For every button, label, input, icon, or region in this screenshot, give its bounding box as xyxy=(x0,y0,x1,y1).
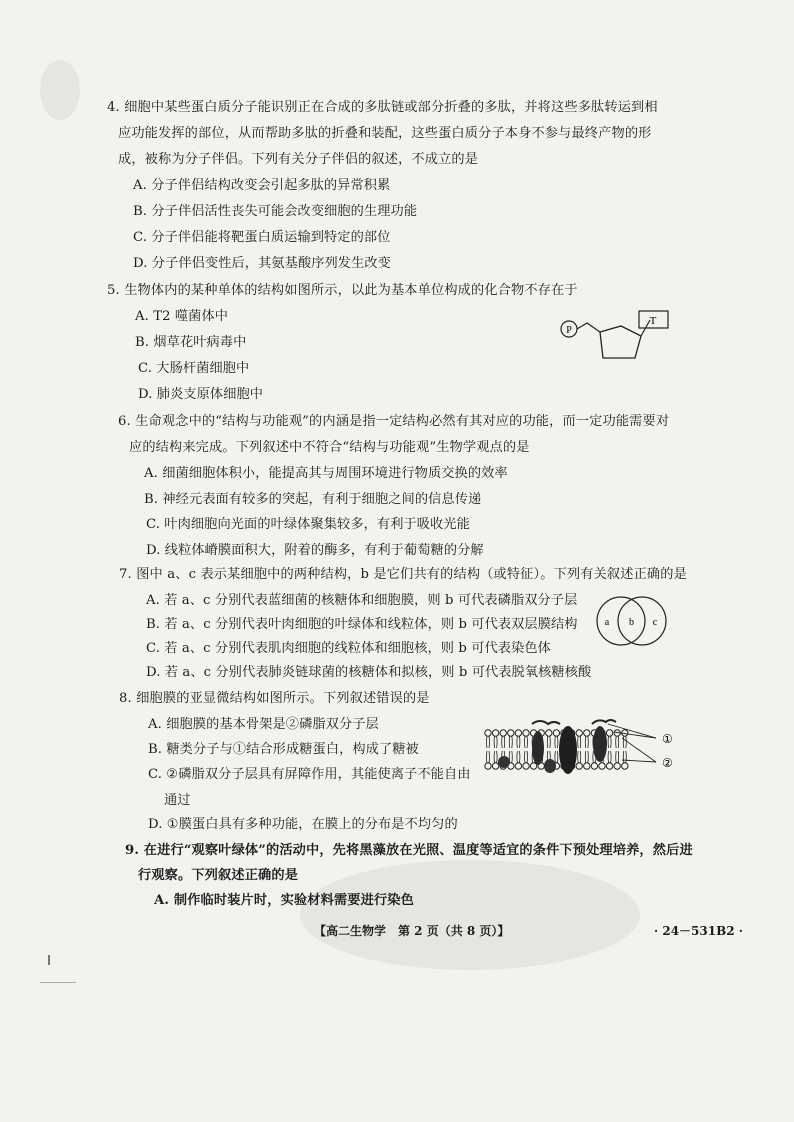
phospholipid-tail xyxy=(547,736,550,748)
label-2: ② xyxy=(662,756,673,770)
venn-label-c: c xyxy=(652,617,658,628)
phospholipid-head xyxy=(584,763,590,769)
page-footer-code: · 24－531B2 · xyxy=(654,924,743,938)
q5-option-b: B. 烟草花叶病毒中 xyxy=(135,335,247,350)
q9-stem-line: 9. 在进行“观察叶绿体”的活动中，先将黑藻放在光照、温度等适宜的条件下预处理培养，然后进 xyxy=(125,843,693,858)
phospholipid-tail xyxy=(502,736,505,748)
phospholipid-tail xyxy=(585,751,588,763)
q5-option-d: D. 肺炎支原体细胞中 xyxy=(138,387,264,402)
nucleotide-diagram xyxy=(555,308,680,378)
phospholipid-tail xyxy=(555,736,558,748)
phospholipid-tail xyxy=(585,736,588,748)
membrane-protein xyxy=(559,726,577,774)
phospholipid-head xyxy=(515,763,521,769)
circle-c xyxy=(618,597,666,645)
q7-option-c: C. 若 a、c 分别代表肌肉细胞的线粒体和细胞核，则 b 可代表染色体 xyxy=(146,641,551,656)
pointer-line xyxy=(622,760,656,762)
phospholipid-tail xyxy=(494,751,497,763)
membrane-protein xyxy=(593,726,607,762)
phospholipid-tail xyxy=(616,736,619,748)
q8-stem: 8. 细胞膜的亚显微结构如图所示。下列叙述错误的是 xyxy=(119,691,430,706)
phospholipid-head xyxy=(591,763,597,769)
sugar-chain xyxy=(532,721,560,724)
q6-option-d: D. 线粒体嵴膜面积大，附着的酶多，有利于葡萄糖的分解 xyxy=(146,543,484,558)
phospholipid-tail xyxy=(623,751,626,763)
q4-option-d: D. 分子伴侣变性后，其氨基酸序列发生改变 xyxy=(133,256,391,271)
q6-option-c: C. 叶肉细胞向光面的叶绿体聚集较多，有利于吸收光能 xyxy=(146,517,470,532)
sugar-chain xyxy=(592,720,616,724)
phospholipid-head xyxy=(492,763,498,769)
phospholipid-tail xyxy=(608,751,611,763)
phospholipid-head xyxy=(606,730,612,736)
q4-option-a: A. 分子伴侣结构改变会引起多肽的异常积累 xyxy=(133,178,391,193)
q4-option-b: B. 分子伴侣活性丧失可能会改变细胞的生理功能 xyxy=(133,204,418,219)
q9-stem-line: 行观察。下列叙述正确的是 xyxy=(138,868,299,883)
membrane-protein xyxy=(532,731,544,765)
scan-mark xyxy=(48,955,50,965)
venn-label-b: b xyxy=(629,617,634,628)
q6-option-b: B. 神经元表面有较多的突起，有利于细胞之间的信息传递 xyxy=(144,492,482,507)
q4-stem-line: 应功能发挥的部位，从而帮助多肽的折叠和装配，这些蛋白质分子本身不参与最终产物的形 xyxy=(118,126,652,141)
phospholipid-tail xyxy=(578,751,581,763)
phosphate-label: P xyxy=(566,325,572,336)
phospholipid-tail xyxy=(525,736,528,748)
q4-stem-line: 4. 细胞中某些蛋白质分子能识别正在合成的多肽链或部分折叠的多肽，并将这些多肽转运到相 xyxy=(107,100,658,115)
base-label: T xyxy=(649,315,657,327)
phospholipid-head xyxy=(576,730,582,736)
phospholipid-head xyxy=(614,763,620,769)
venn-label-a: a xyxy=(604,617,610,628)
phospholipid-tail xyxy=(494,736,497,748)
pentose-sugar xyxy=(600,326,641,358)
label-1: ① xyxy=(662,732,673,746)
q6-stem-line: 应的结构来完成。下列叙述中不符合“结构与功能观”生物学观点的是 xyxy=(129,440,530,455)
q7-option-d: D. 若 a、c 分别代表肺炎链球菌的核糖体和拟核，则 b 可代表脱氧核糖核酸 xyxy=(146,665,592,680)
phospholipid-tail xyxy=(487,736,490,748)
q7-stem: 7. 图中 a、c 表示某细胞中的两种结构，b 是它们共有的结构（或特征）。下列有关叙述正确的是 xyxy=(119,567,687,582)
phospholipid-head xyxy=(485,730,491,736)
q6-stem-line: 6. 生命观念中的“结构与功能观”的内涵是指一定结构必然有其对应的功能，而一定功能需要对 xyxy=(118,414,670,429)
phospholipid-head xyxy=(515,730,521,736)
q7-option-b: B. 若 a、c 分别代表叶肉细胞的叶绿体和线粒体，则 b 可代表双层膜结构 xyxy=(146,617,578,632)
phospholipid-head xyxy=(546,730,552,736)
phospholipid-head xyxy=(500,730,506,736)
q8-option-c: C. ②磷脂双分子层具有屏障作用，其能使离子不能自由 xyxy=(148,767,471,782)
peripheral-protein xyxy=(498,756,510,768)
phospholipid-head xyxy=(622,763,628,769)
phospholipid-head xyxy=(523,763,529,769)
q6-option-a: A. 细菌细胞体积小，能提高其与周围环境进行物质交换的效率 xyxy=(144,466,508,481)
q8-option-b: B. 糖类分子与①结合形成糖蛋白，构成了糖被 xyxy=(148,742,419,757)
phospholipid-tail xyxy=(509,736,512,748)
q7-option-a: A. 若 a、c 分别代表蓝细菌的核糖体和细胞膜，则 b 可代表磷脂双分子层 xyxy=(146,593,578,608)
phosphate-bond xyxy=(577,323,600,332)
phospholipid-head xyxy=(508,730,514,736)
q5-option-a: A. T2 噬菌体中 xyxy=(135,309,229,324)
scan-shadow xyxy=(300,860,640,970)
phospholipid-tail xyxy=(608,736,611,748)
phospholipid-tail xyxy=(517,751,520,763)
scan-shadow xyxy=(40,60,80,120)
q8-option-a: A. 细胞膜的基本骨架是②磷脂双分子层 xyxy=(148,717,379,732)
phospholipid-head xyxy=(584,730,590,736)
q5-option-c: C. 大肠杆菌细胞中 xyxy=(138,361,250,376)
phospholipid-tail xyxy=(487,751,490,763)
phospholipid-tail xyxy=(517,736,520,748)
pointer-line xyxy=(622,738,656,762)
phospholipid-head xyxy=(492,730,498,736)
venn-diagram xyxy=(594,591,674,651)
phospholipid-tail xyxy=(525,751,528,763)
q8-option-c-cont: 通过 xyxy=(164,793,191,808)
membrane-diagram xyxy=(482,718,712,788)
q9-option-a: A. 制作临时装片时，实验材料需要进行染色 xyxy=(154,893,414,908)
phospholipid-head xyxy=(599,763,605,769)
phospholipid-tail xyxy=(623,736,626,748)
q4-option-c: C. 分子伴侣能将靶蛋白质运输到特定的部位 xyxy=(133,230,391,245)
q4-stem-line: 成，被称为分子伴侣。下列有关分子伴侣的叙述，不成立的是 xyxy=(118,152,479,167)
peripheral-protein xyxy=(544,759,556,773)
phospholipid-tail xyxy=(616,751,619,763)
q8-option-d: D. ①膜蛋白具有多种功能，在膜上的分布是不均匀的 xyxy=(148,817,458,832)
phospholipid-head xyxy=(485,763,491,769)
phospholipid-head xyxy=(576,763,582,769)
page-footer-center: 【高二生物学 第 2 页（共 8 页）】 xyxy=(314,924,510,938)
phospholipid-head xyxy=(523,730,529,736)
phospholipid-tail xyxy=(578,736,581,748)
phospholipid-head xyxy=(553,730,559,736)
phospholipid-head xyxy=(606,763,612,769)
scan-mark xyxy=(40,982,76,983)
q5-stem: 5. 生物体内的某种单体的结构如图所示，以此为基本单位构成的化合物不存在于 xyxy=(107,283,578,298)
phospholipid-tail xyxy=(555,751,558,763)
